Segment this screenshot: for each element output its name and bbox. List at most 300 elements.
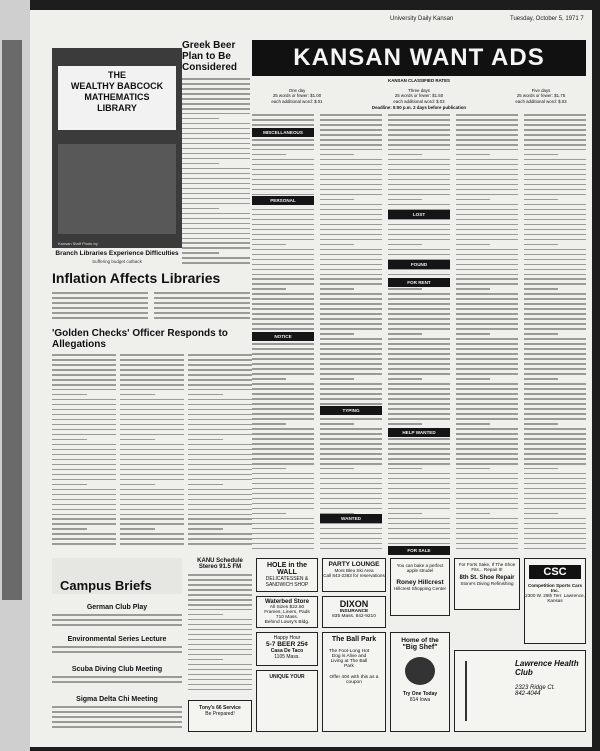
text-line [456, 478, 518, 480]
text-line [120, 389, 184, 391]
text-line [52, 624, 182, 626]
text-line [320, 463, 382, 465]
text-line [188, 464, 252, 466]
text-line [120, 434, 184, 436]
text-line [388, 323, 450, 325]
text-line [188, 444, 252, 446]
text-line [52, 354, 116, 356]
text-line [456, 363, 518, 365]
text-line [188, 494, 252, 496]
text-line [320, 139, 382, 141]
text-line [52, 721, 182, 723]
text-line [252, 538, 314, 540]
text-line [320, 274, 382, 276]
text-line [252, 219, 314, 221]
text-line [182, 78, 250, 80]
text-line [524, 169, 586, 171]
text-line [52, 389, 116, 391]
text-line [188, 543, 252, 545]
text-line [456, 533, 518, 535]
text-line [456, 503, 518, 505]
text-line [456, 468, 490, 470]
text-line [52, 409, 116, 411]
unique-ad: UNIQUE YOUR [256, 670, 318, 732]
text-line [188, 399, 252, 401]
text-line [320, 368, 382, 370]
text-line [188, 479, 252, 481]
text-line [182, 113, 250, 115]
text-line [456, 159, 518, 161]
greek-beer-headline: Greek Beer Plan to Be Considered [182, 40, 238, 73]
text-line [456, 224, 518, 226]
section-for-sale: FOR SALE [388, 546, 450, 555]
text-line [154, 302, 250, 304]
text-line [188, 624, 252, 626]
text-line [524, 254, 586, 256]
text-line [456, 343, 518, 345]
text-line [456, 114, 518, 116]
text-line [456, 129, 518, 131]
text-line [120, 419, 184, 421]
text-line [456, 313, 518, 315]
text-line [388, 169, 450, 171]
text-line [182, 93, 250, 95]
brief-sigma: Sigma Delta Chi Meeting [76, 696, 158, 703]
text-line [120, 489, 184, 491]
text-line [388, 234, 450, 236]
text-line [388, 463, 450, 465]
text-line [52, 614, 182, 616]
text-line [252, 543, 314, 545]
text-line [252, 159, 314, 161]
text-line [252, 488, 314, 490]
header-date: Tuesday, October 5, 1971 7 [510, 16, 584, 22]
dixon-insurance-ad: DIXON INSURANCE 835 Mass. 842-9210 [322, 596, 386, 628]
text-line [388, 184, 450, 186]
text-line [320, 483, 382, 485]
text-line [188, 434, 252, 436]
text-line [252, 343, 314, 345]
text-line [388, 134, 450, 136]
text-line [524, 448, 586, 450]
text-line [524, 363, 586, 365]
classified-col5 [524, 114, 586, 554]
text-line [388, 418, 450, 420]
header-title: University Daily Kansan [390, 16, 454, 22]
text-line [456, 373, 518, 375]
photo-caption-sub: Suffering budget cutback [92, 259, 142, 264]
text-line [182, 108, 250, 110]
text-line [182, 173, 250, 175]
text-line [524, 528, 586, 530]
text-line [524, 333, 558, 335]
inflation-headline: Inflation Affects Libraries [52, 270, 221, 286]
text-line [320, 249, 382, 251]
text-line [456, 239, 518, 241]
big-shef-ad: Home of the "Big Shef" Try One Today 814 Iowa [390, 632, 450, 732]
text-line [120, 499, 184, 501]
text-line [182, 247, 250, 249]
text-line [320, 209, 382, 211]
text-line [188, 589, 252, 591]
text-line [52, 726, 182, 728]
text-line [188, 654, 252, 656]
text-line [52, 394, 87, 396]
text-line [388, 393, 450, 395]
text-line [388, 508, 450, 510]
text-line [188, 489, 252, 491]
text-line [182, 188, 250, 190]
runner-figure-icon [465, 661, 497, 721]
text-line [388, 224, 450, 226]
text-line [52, 484, 87, 486]
text-line [524, 538, 586, 540]
deadline: Deadline: 5:00 p.m. 2 days before publication [371, 105, 467, 110]
text-line [388, 458, 450, 460]
text-line [252, 503, 314, 505]
rate-five-days: Five days 25 words or fewer: $1.75 each additional word: $.03 [515, 88, 567, 104]
text-line [388, 254, 450, 256]
text-line [252, 373, 314, 375]
text-line [188, 609, 252, 611]
brief-german-text [52, 614, 182, 630]
text-line [320, 264, 382, 266]
text-line [52, 681, 182, 683]
text-line [456, 119, 518, 121]
classified-col3 [388, 114, 450, 554]
text-line [456, 274, 518, 276]
text-line [524, 234, 586, 236]
text-line [524, 144, 586, 146]
text-line [456, 254, 518, 256]
text-line [182, 183, 250, 185]
text-line [456, 298, 518, 300]
classified-rates [252, 78, 586, 112]
text-line [524, 269, 586, 271]
text-line [188, 518, 252, 520]
text-line [388, 423, 422, 425]
text-line [456, 308, 518, 310]
text-line [252, 184, 314, 186]
text-line [456, 483, 518, 485]
text-line [188, 374, 252, 376]
text-line [252, 383, 314, 385]
inflation-story-col2 [154, 292, 250, 324]
text-line [524, 174, 586, 176]
text-line [388, 368, 450, 370]
text-line [188, 414, 252, 416]
text-line [524, 194, 586, 196]
shoe-repair-ad: For Forts Sake, If The Shoe Fits... Repair It! 8th St. Shoe Repair Stone's Diving Refinishing [454, 558, 520, 610]
text-line [252, 468, 286, 470]
text-line [182, 148, 250, 150]
text-line [52, 384, 116, 386]
text-line [252, 508, 314, 510]
text-line [120, 454, 184, 456]
text-line [456, 333, 490, 335]
text-line [188, 359, 252, 361]
text-line [456, 283, 518, 285]
text-line [456, 338, 518, 340]
text-line [524, 428, 586, 430]
section-for-rent: FOR RENT [388, 278, 450, 287]
text-line [524, 373, 586, 375]
text-line [188, 369, 252, 371]
text-line [188, 639, 252, 641]
text-line [456, 493, 518, 495]
text-line [320, 269, 382, 271]
text-line [52, 359, 116, 361]
text-line [320, 219, 382, 221]
text-line [524, 533, 586, 535]
text-line [52, 419, 116, 421]
text-line [52, 439, 87, 441]
text-line [524, 229, 586, 231]
text-line [182, 218, 250, 220]
text-line [154, 297, 250, 299]
text-line [388, 383, 450, 385]
golden-checks-headline: 'Golden Checks' Officer Responds to Allegations [52, 328, 228, 350]
text-line [52, 504, 116, 506]
brief-env-text [52, 646, 182, 660]
text-line [252, 179, 314, 181]
text-line [388, 194, 450, 196]
text-line [52, 434, 116, 436]
text-line [154, 317, 250, 319]
rates-title: KANSAN CLASSIFIED RATES [388, 78, 450, 83]
text-line [188, 584, 252, 586]
text-line [120, 414, 184, 416]
text-line [120, 518, 184, 520]
text-line [320, 293, 382, 295]
text-line [456, 433, 518, 435]
text-line [524, 503, 586, 505]
text-line [320, 278, 382, 280]
text-line [388, 149, 450, 151]
text-line [188, 454, 252, 456]
text-line [188, 523, 252, 525]
text-line [456, 543, 518, 545]
text-line [320, 458, 382, 460]
text-line [524, 408, 586, 410]
text-line [456, 234, 518, 236]
text-line [252, 403, 314, 405]
text-line [320, 373, 382, 375]
text-line [524, 298, 586, 300]
text-line [188, 429, 252, 431]
text-line [320, 303, 382, 305]
kanu-schedule: KANU Schedule Stereo 91.5 FM Tony's 66 Service Be Prepared! [188, 558, 252, 734]
text-line [182, 223, 250, 225]
text-line [252, 149, 314, 151]
text-line [320, 443, 382, 445]
text-line [320, 333, 354, 335]
text-line [120, 464, 184, 466]
text-line [182, 178, 250, 180]
text-line [320, 423, 354, 425]
text-line [52, 499, 116, 501]
text-line [252, 363, 314, 365]
text-line [252, 493, 314, 495]
text-line [456, 448, 518, 450]
text-line [182, 98, 250, 100]
text-line [524, 548, 586, 550]
text-line [456, 194, 518, 196]
text-line [252, 298, 314, 300]
photo-credit: Kansan Staff Photo by [58, 241, 98, 246]
text-line [52, 379, 116, 381]
text-line [252, 234, 314, 236]
text-line [388, 543, 450, 545]
text-line [524, 283, 586, 285]
text-line [182, 168, 250, 170]
text-line [524, 463, 586, 465]
text-line [52, 444, 116, 446]
text-line [252, 428, 314, 430]
text-line [388, 413, 450, 415]
text-line [320, 234, 382, 236]
text-line [388, 338, 450, 340]
text-line [388, 373, 450, 375]
text-line [524, 338, 586, 340]
text-line [188, 419, 252, 421]
text-line [320, 508, 382, 510]
text-line [388, 488, 450, 490]
text-line [388, 129, 450, 131]
text-line [320, 388, 382, 390]
text-line [120, 504, 184, 506]
text-line [320, 189, 382, 191]
section-typing: TYPING [320, 406, 382, 415]
text-line [456, 453, 518, 455]
text-line [252, 239, 314, 241]
text-line [524, 433, 586, 435]
text-line [52, 716, 182, 718]
text-line [524, 393, 586, 395]
text-line [320, 308, 382, 310]
text-line [524, 274, 586, 276]
text-line [320, 283, 382, 285]
text-line [182, 103, 250, 105]
text-line [456, 378, 490, 380]
text-line [320, 259, 382, 261]
text-line [524, 164, 586, 166]
text-line [388, 313, 450, 315]
text-line [456, 388, 518, 390]
text-line [120, 409, 184, 411]
text-line [456, 443, 518, 445]
text-line [52, 479, 116, 481]
text-line [320, 239, 382, 241]
text-line [524, 239, 586, 241]
section-lost: LOST [388, 210, 450, 219]
page-header [30, 16, 592, 26]
text-line [320, 244, 354, 246]
text-line [188, 604, 252, 606]
text-line [52, 374, 116, 376]
text-line [524, 224, 586, 226]
text-line [456, 229, 518, 231]
text-line [182, 128, 250, 130]
text-line [320, 154, 354, 156]
text-line [252, 358, 314, 360]
text-line [456, 523, 518, 525]
text-line [52, 369, 116, 371]
text-line [388, 293, 450, 295]
text-line [456, 293, 518, 295]
text-line [524, 259, 586, 261]
text-line [188, 364, 252, 366]
text-line [182, 213, 250, 215]
text-line [252, 119, 314, 121]
text-line [456, 358, 518, 360]
text-line [188, 449, 252, 451]
text-line [120, 374, 184, 376]
text-line [524, 493, 586, 495]
text-line [252, 433, 314, 435]
text-line [388, 328, 450, 330]
text-line [320, 538, 382, 540]
text-line [252, 463, 314, 465]
text-line [456, 179, 518, 181]
text-line [252, 114, 314, 116]
text-line [456, 144, 518, 146]
text-line [252, 528, 314, 530]
text-line [524, 413, 586, 415]
text-line [456, 498, 518, 500]
brief-environmental: Environmental Series Lecture [67, 636, 167, 643]
text-line [320, 254, 382, 256]
text-line [120, 494, 184, 496]
text-line [456, 353, 518, 355]
text-line [182, 203, 250, 205]
golden-story-col3 [188, 354, 252, 552]
text-line [388, 353, 450, 355]
library-photo [52, 48, 182, 248]
text-line [524, 139, 586, 141]
text-line [188, 579, 252, 581]
text-line [252, 523, 314, 525]
text-line [388, 164, 450, 166]
text-line [456, 288, 490, 290]
text-line [456, 259, 518, 261]
text-line [320, 164, 382, 166]
text-line [188, 689, 252, 691]
text-line [388, 229, 450, 231]
text-line [320, 204, 382, 206]
text-line [388, 189, 450, 191]
text-line [524, 288, 558, 290]
text-line [320, 149, 382, 151]
text-line [320, 343, 382, 345]
classified-col2 [320, 114, 382, 554]
text-line [120, 444, 184, 446]
text-line [252, 244, 286, 246]
text-line [182, 233, 250, 235]
text-line [188, 409, 252, 411]
text-line [120, 523, 184, 525]
text-line [524, 154, 558, 156]
text-line [252, 438, 314, 440]
text-line [320, 493, 382, 495]
brief-scuba-text [52, 676, 182, 690]
text-line [252, 293, 314, 295]
text-line [320, 144, 382, 146]
text-line [252, 443, 314, 445]
text-line [120, 379, 184, 381]
text-line [388, 533, 450, 535]
text-line [252, 498, 314, 500]
